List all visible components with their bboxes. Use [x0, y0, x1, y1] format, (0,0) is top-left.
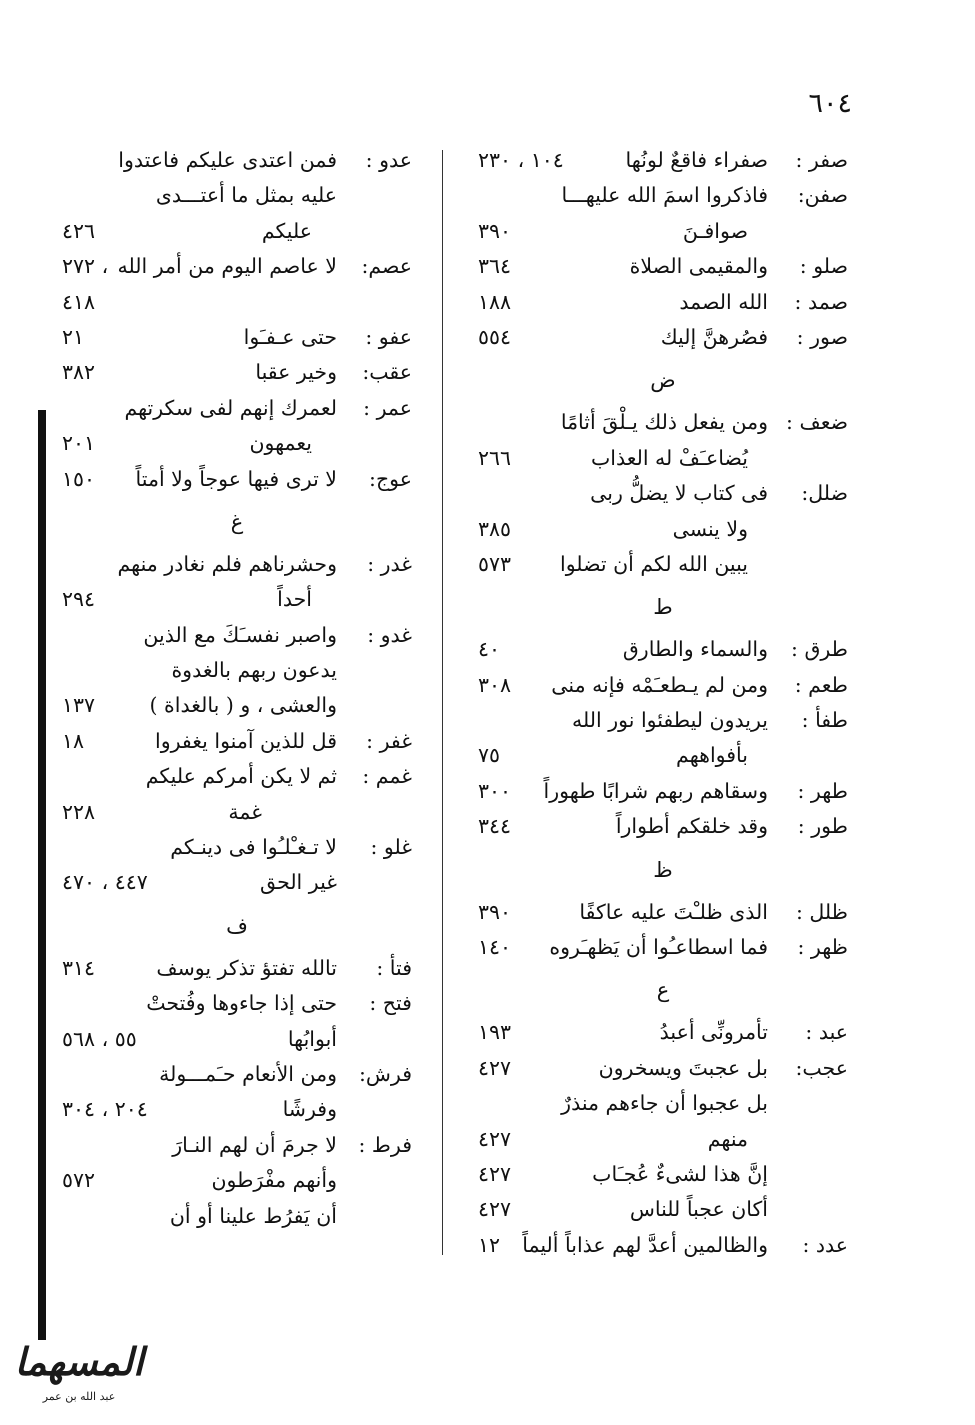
entry-verse: تأمرونِّى أعبدُ: [659, 1020, 768, 1045]
entry-verse-continuation: أن يَفرُط علينا أو أن: [169, 1203, 337, 1228]
entry-verse: ثم لا يكن أمركم عليكم: [145, 764, 337, 789]
entry-page-ref: ٥٥٤: [478, 324, 512, 349]
entry-root: عبد :: [805, 1020, 848, 1045]
entry-verse: واصبر نفسـَكَ مع الذين: [143, 622, 337, 647]
entry-verse-continuation: والعشى ، و ( بالغداة ): [149, 693, 337, 718]
index-entry: [478, 1015, 848, 1050]
entry-line: [62, 688, 412, 723]
entry-page-ref: ٤٢٧: [478, 1126, 512, 1151]
entry-verse-continuation: غير الحق: [259, 870, 337, 895]
entry-verse-continuation: أكان عجباً للناس: [629, 1197, 768, 1222]
entry-verse: بل عجبتَ ويسخرون: [598, 1055, 768, 1080]
section-letter: ظ: [653, 857, 673, 882]
entry-page-ref: ١٣٧: [62, 693, 96, 718]
index-entry: [62, 830, 412, 901]
entry-root: غلو :: [370, 835, 412, 860]
index-entry: [478, 143, 848, 178]
entry-page-ref: ٢٧٢ ،: [62, 254, 109, 279]
entry-line: [62, 582, 412, 617]
entry-root: طفأ :: [801, 708, 848, 733]
index-entry: [62, 951, 412, 986]
entry-verse: فصُرهنَّ إليك: [660, 324, 768, 349]
section-letter: ط: [653, 595, 673, 620]
entry-root: طرق :: [791, 637, 848, 662]
entry-root: ظلل :: [795, 899, 848, 924]
entry-line: [478, 547, 848, 582]
scan-edge: [38, 410, 46, 1340]
entry-root: طهر :: [797, 778, 848, 803]
entry-page-ref: ٤٢٧: [478, 1055, 512, 1080]
index-entry: [478, 774, 848, 809]
entry-line: [478, 441, 848, 476]
entry-verse: يريدون ليطفئوا نور الله: [572, 708, 768, 733]
index-entry: [478, 809, 848, 844]
index-entry: [478, 930, 848, 965]
entry-root: غمم :: [362, 764, 412, 789]
entry-verse-continuation: غمة: [228, 799, 262, 824]
entry-line: [62, 320, 412, 355]
entry-line: [478, 285, 848, 320]
entry-verse-continuation: بأفواههم: [676, 743, 748, 768]
index-entry: [62, 618, 412, 724]
entry-root: صفن:: [797, 183, 848, 208]
entry-root: عوج:: [369, 466, 412, 491]
entry-verse: ومن لم يـطعـَمْه فإنه منى: [551, 672, 768, 697]
entry-line: [62, 759, 412, 794]
entry-line: [478, 703, 848, 738]
entry-root: صور :: [796, 324, 848, 349]
column-divider: [442, 150, 443, 1255]
entry-line: [478, 1015, 848, 1050]
entry-line: [62, 724, 412, 759]
entry-page-ref: ٣٨٢: [62, 360, 96, 385]
section-letter: ع: [656, 978, 670, 1003]
entry-verse-continuation: يبين الله لكم أن تضلوا: [560, 551, 748, 576]
entry-verse: لا عاصم اليوم من أمر الله: [117, 254, 337, 279]
entry-line: [62, 426, 412, 461]
entry-line: [62, 951, 412, 986]
section-letter: ف: [226, 913, 248, 938]
entry-line: [478, 214, 848, 249]
section-letter: ض: [650, 368, 676, 393]
entry-line: [478, 774, 848, 809]
entry-page-ref: ٥٧٣: [478, 551, 512, 576]
entry-verse-continuation: يُضاعـَفْ له العذاب: [590, 445, 748, 470]
entry-verse: حتى إذا جاءوها وفُتحتْ: [146, 991, 337, 1016]
entry-verse: لا ترى فيها عوجاً ولا أمتاً: [135, 466, 337, 491]
entry-page-ref: ٢٢٨: [62, 799, 96, 824]
entry-line: [478, 632, 848, 667]
entry-root: عدد :: [802, 1232, 848, 1257]
entry-verse: ومن يفعل ذلك يـلْقَ أثامًا: [560, 410, 768, 435]
index-entry: [478, 285, 848, 320]
entry-root: غدر :: [367, 551, 412, 576]
entry-verse: فمن اعتدى عليكم فاعتدوا: [118, 148, 337, 172]
entry-verse-continuation: يعمهون: [249, 431, 312, 456]
entry-line: [62, 285, 412, 320]
entry-line: [62, 391, 412, 426]
entry-verse-continuation: يدعون ربهم بالغدوة: [171, 658, 337, 683]
entry-page-ref: ١٤٠: [478, 935, 512, 960]
entry-line: [62, 462, 412, 497]
index-entry: [478, 178, 848, 249]
entry-line: [62, 1199, 412, 1234]
entry-page-ref: ١٨٨: [478, 289, 512, 314]
entry-verse-continuation: ولا ينسى: [672, 516, 748, 541]
entry-page-ref: ٥٧٢: [62, 1168, 96, 1193]
entry-root: عصم:: [361, 254, 412, 279]
entry-line: [62, 986, 412, 1021]
index-entry: [62, 391, 412, 462]
entry-line: [62, 1092, 412, 1127]
entry-verse: وخير عقبا: [255, 360, 337, 385]
entry-verse: فما اسطاعـُوا أن يَظهـَروه: [549, 935, 768, 960]
entry-page-ref: ٤٠: [478, 637, 501, 662]
entry-page-ref: ٣٦٤: [478, 254, 512, 279]
index-entry: [478, 405, 848, 476]
entry-line: [62, 355, 412, 390]
entry-line: [478, 405, 848, 440]
entry-verse-continuation: أبوابُها: [287, 1026, 337, 1051]
entry-page-ref: ٤٢٦: [62, 218, 96, 243]
entry-page-ref: ٣٩٠: [478, 899, 512, 924]
index-column-left: [62, 143, 412, 1234]
entry-verse: لا جرمَ أن لهم النـارَ: [172, 1132, 337, 1157]
index-entry: [478, 895, 848, 930]
entry-verse: والمقيمى الصلاة: [629, 254, 768, 279]
entry-line: [62, 547, 412, 582]
entry-line: [478, 476, 848, 511]
index-entry: [478, 632, 848, 667]
index-entry: [62, 1057, 412, 1128]
entry-line: [478, 1122, 848, 1157]
entry-line: [478, 809, 848, 844]
index-entry: [62, 143, 412, 249]
index-entry: [62, 1128, 412, 1234]
entry-page-ref: ٤١٨: [62, 289, 96, 314]
index-entry: [62, 986, 412, 1057]
entry-line: [478, 320, 848, 355]
entry-page-ref: ٤٢٧: [478, 1161, 512, 1186]
entry-verse: صفراء فاقعٌ لونُها: [625, 148, 768, 172]
entry-page-ref: ٢٩٤: [62, 587, 96, 612]
entry-verse: وقد خلقكم أطواراً: [615, 814, 768, 839]
entry-line: [478, 512, 848, 547]
entry-verse: والسماء والطارق: [622, 637, 768, 662]
entry-verse-continuation: وأنهم مفْرَطون: [211, 1168, 337, 1193]
entry-line: [62, 178, 412, 213]
entry-verse-continuation: عليكم: [261, 218, 312, 243]
entry-root: ضعف :: [786, 410, 848, 435]
entry-line: [478, 249, 848, 284]
entry-line: [478, 668, 848, 703]
entry-line: [478, 738, 848, 773]
entry-line: [62, 795, 412, 830]
index-entry: [478, 1051, 848, 1228]
entry-line: [62, 214, 412, 249]
entry-verse: لا تـغـْلـُوا فى دينـكم: [170, 835, 337, 860]
entry-line: [478, 1051, 848, 1086]
entry-line: [478, 1157, 848, 1192]
stamp-sub: عبد الله بن عمر: [42, 1390, 116, 1403]
entry-root: صلو :: [799, 254, 848, 279]
index-entry: [478, 320, 848, 355]
entry-page-ref: ٣٠٠: [478, 778, 512, 803]
entry-line: [478, 1192, 848, 1227]
entry-root: طعم :: [794, 672, 848, 697]
entry-line: [62, 1163, 412, 1198]
entry-verse-continuation: إنَّ هذا لشىءٌ عُجـَاب: [592, 1161, 768, 1186]
entry-page-ref: ٣٩٠: [478, 218, 512, 243]
entry-page-ref: ٢١: [62, 324, 85, 349]
entry-verse: فاذكروا اسمَ الله عليهـــا: [561, 183, 768, 208]
entry-line: [62, 1128, 412, 1163]
entry-page-ref: ١٠٤ ، ٢٣٠: [478, 148, 564, 172]
index-entry: [62, 759, 412, 830]
entry-verse: فى كتاب لا يضلُّ ربى: [590, 481, 768, 506]
entry-line: [478, 143, 848, 178]
entry-page-ref: ٢٦٦: [478, 445, 512, 470]
entry-line: [478, 1228, 848, 1263]
index-column-right: [478, 143, 848, 1263]
entry-line: [478, 178, 848, 213]
index-entry: [62, 462, 412, 497]
entry-root: عفو :: [365, 324, 412, 349]
entry-line: [62, 618, 412, 653]
entry-verse: الله الصمد: [679, 289, 768, 314]
entry-page-ref: ١٩٣: [478, 1020, 512, 1045]
entry-root: عجب:: [795, 1055, 848, 1080]
entry-line: [62, 1057, 412, 1092]
entry-page-ref: ٣٨٥: [478, 516, 512, 541]
entry-root: عقب:: [362, 360, 412, 385]
entry-verse: حتى عـفـَوا: [243, 324, 337, 349]
entry-page-ref: ٤٢٧: [478, 1197, 512, 1222]
entry-line: [62, 249, 412, 284]
entry-verse-continuation: بل عجبوا أن جاءهم منذرٌ: [561, 1091, 768, 1116]
entry-page-ref: ٤٤٧ ، ٤٧٠: [62, 870, 148, 895]
entry-line: [62, 143, 412, 178]
entry-verse: وحشرناهم فلم نغادر منهم: [117, 551, 337, 576]
index-entry: [62, 547, 412, 618]
library-stamp: [4, 1335, 154, 1415]
entry-verse: لعمرك إنهم لفى سكرتهم: [124, 395, 337, 420]
entry-page-ref: ٥٥ ، ٥٦٨: [62, 1026, 137, 1051]
entry-page-ref: ٣٠٨: [478, 672, 512, 697]
entry-root: غفر :: [366, 728, 412, 753]
index-entry: [478, 476, 848, 582]
entry-verse-continuation: صوافـنَ: [682, 218, 748, 243]
index-entry: [478, 703, 848, 774]
entry-root: صفر :: [795, 148, 848, 172]
entry-root: غدو :: [367, 622, 412, 647]
entry-line: [478, 1086, 848, 1121]
entry-page-ref: ١٨: [62, 728, 85, 753]
entry-root: فرط :: [358, 1132, 412, 1157]
entry-line: [62, 653, 412, 688]
entry-page-ref: ٢٠١: [62, 431, 96, 456]
entry-verse-continuation: منهم: [707, 1126, 748, 1151]
entry-line: [478, 895, 848, 930]
entry-line: [62, 1022, 412, 1057]
entry-root: فرش:: [358, 1061, 412, 1086]
index-entry: [478, 668, 848, 703]
entry-page-ref: ٣١٤: [62, 955, 96, 980]
entry-verse: قل للذين آمنوا يغفروا: [155, 728, 337, 753]
stamp-mark: المسهما: [14, 1339, 144, 1384]
entry-page-ref: ٧٥: [478, 743, 501, 768]
entry-verse: تالله تفتؤ تذكر يوسف: [156, 955, 337, 980]
index-entry: [478, 1228, 848, 1263]
entry-root: ضلل:: [801, 481, 848, 506]
entry-verse-continuation: أحداً: [277, 587, 312, 612]
entry-root: صمد :: [794, 289, 848, 314]
entry-line: [62, 830, 412, 865]
index-entry: [478, 249, 848, 284]
index-entry: [62, 355, 412, 390]
entry-verse-continuation: عليه بمثل ما أعتـــدى: [155, 183, 337, 208]
entry-page-ref: ١٥٠: [62, 466, 96, 491]
entry-verse: وسقاهم ربهم شرابًا طهوراً: [543, 778, 768, 803]
entry-page-ref: ٢٠٤ ، ٣٠٤: [62, 1097, 148, 1122]
entry-root: عدو :: [365, 148, 412, 172]
section-letter: غ: [230, 509, 244, 534]
entry-root: ظهر :: [797, 935, 848, 960]
entry-verse-continuation: وفرشًا: [282, 1097, 337, 1122]
entry-root: فتح :: [369, 991, 412, 1016]
page-number: ٦٠٤: [808, 88, 852, 119]
index-entry: [62, 320, 412, 355]
index-entry: [62, 249, 412, 320]
entry-verse: الذى ظلـْتَ عليه عاكفًا: [579, 899, 768, 924]
entry-root: طور :: [797, 814, 848, 839]
entry-verse: والظالمين أعدَّ لهم عذاباً أليماً: [522, 1232, 768, 1257]
entry-line: [478, 930, 848, 965]
entry-line: [62, 865, 412, 900]
entry-root: عمر :: [363, 395, 412, 420]
entry-verse: ومن الأنعام حـَمـــولة: [159, 1061, 337, 1086]
entry-page-ref: ٣٤٤: [478, 814, 512, 839]
entry-page-ref: ١٢: [478, 1232, 501, 1257]
index-entry: [62, 724, 412, 759]
entry-root: فتأ :: [376, 955, 412, 980]
